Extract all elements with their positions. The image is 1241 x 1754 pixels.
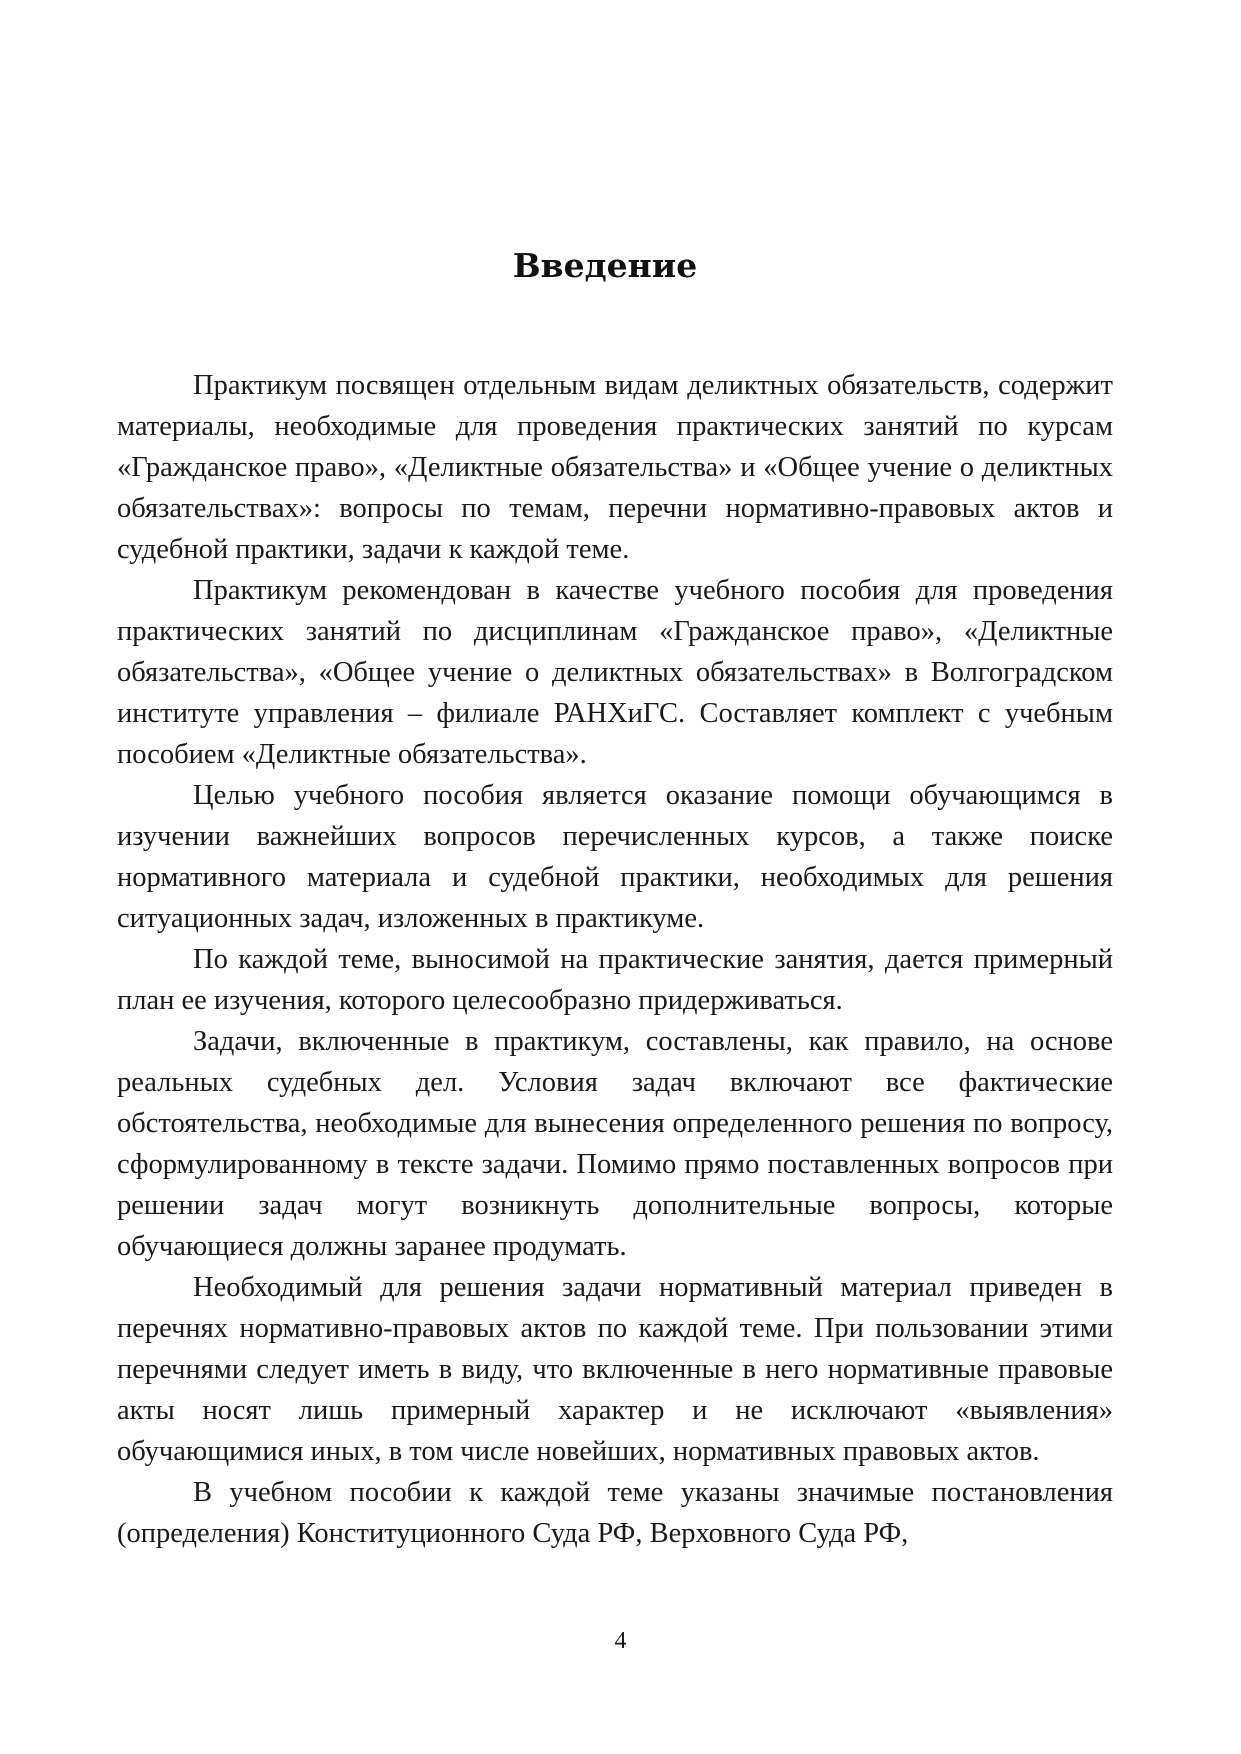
body-text xyxy=(117,365,1113,1554)
paragraph: Практикум рекомендован в качестве учебного пособия для проведения практических занятий по дисциплинам «Гражданское право», «Деликтные обязательства», «Общее учение о деликтных обязательствах» в Волгоградском институте управления – филиале РАНХиГС. Составляет комплект с учебным пособием «Деликтные обязательства». xyxy=(117,575,1113,770)
paragraph: Практикум посвящен отдельным видам деликтных обязательств, содержит материалы, необходимые для проведения практических занятий по курсам «Гражданское право», «Деликтные обязательства» и «Общее учение о деликтных обязательствах»: вопросы по темам, перечни нормативно-правовых актов и судебной практики, задачи к каждой теме. xyxy=(117,370,1113,565)
page-title: Введение xyxy=(512,246,698,285)
paragraph: В учебном пособии к каждой теме указаны значимые постановления (определения) Конституционного Суда РФ, Верховного Суда РФ, xyxy=(117,1477,1113,1549)
paragraph: По каждой теме, выносимой на практические занятия, дается примерный план ее изучения, которого целесообразно придерживаться. xyxy=(117,944,1113,1016)
paragraph: Целью учебного пособия является оказание помощи обучающимся в изучении важнейших вопросов перечисленных курсов, а также поиске нормативного материала и судебной практики, необходимых для решения ситуационных задач, изложенных в практикуме. xyxy=(117,780,1113,934)
paragraph: Необходимый для решения задачи нормативный материал приведен в перечнях нормативно-правовых актов по каждой теме. При пользовании этими перечнями следует иметь в виду, что включенные в него нормативные правовые акты носят лишь примерный характер и не исключают «выявления» обучающимися иных, в том числе новейших, нормативных правовых актов. xyxy=(117,1272,1113,1467)
paragraph: Задачи, включенные в практикум, составлены, как правило, на основе реальных судебных дел. Условия задач включают все фактические обстоятельства, необходимые для вынесения определенного решения по вопросу, сформулированному в тексте задачи. Помимо прямо поставленных вопросов при решении задач могут возникнуть дополнительные вопросы, которые обучающиеся должны заранее продумать. xyxy=(117,1026,1113,1262)
page-number: 4 xyxy=(614,1628,627,1654)
